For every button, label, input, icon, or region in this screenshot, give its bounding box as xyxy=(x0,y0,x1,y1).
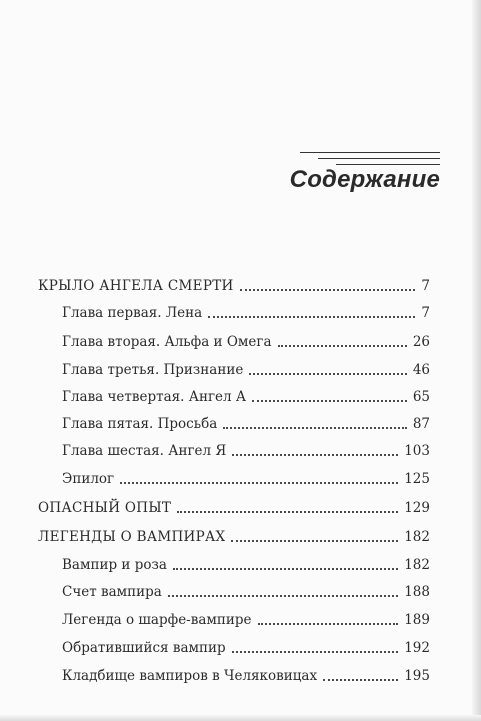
toc-leader xyxy=(177,511,398,513)
toc-leader xyxy=(232,651,399,653)
toc-entry-title: Эпилог xyxy=(62,471,115,487)
toc-leader xyxy=(258,623,399,625)
toc-entry-title: ОПАСНЫЙ ОПЫТ xyxy=(38,500,172,516)
toc-entry-page: 26 xyxy=(412,334,430,350)
toc-entry-title: Вампир и роза xyxy=(62,557,167,573)
toc-leader xyxy=(240,289,416,291)
toc-leader xyxy=(120,482,398,484)
toc-entry-page: 7 xyxy=(421,305,430,321)
toc-leader xyxy=(223,427,407,429)
toc-entry-page: 125 xyxy=(404,471,430,487)
toc-entry xyxy=(62,332,430,352)
toc-entry-title: Обратившийся вампир xyxy=(62,640,226,656)
toc-entry xyxy=(62,441,430,461)
toc-entry xyxy=(62,638,430,658)
toc-leader xyxy=(252,400,407,402)
toc-leader xyxy=(168,595,398,597)
toc-entry-title: Кладбище вампиров в Челяковицах xyxy=(62,668,318,684)
toc-entry xyxy=(62,414,430,434)
toc-leader xyxy=(232,454,398,456)
toc-entry-title: КРЫЛО АНГЕЛА СМЕРТИ xyxy=(38,278,234,294)
toc-leader xyxy=(173,568,398,570)
toc-entry-page: 192 xyxy=(404,640,430,656)
toc-entry xyxy=(62,555,430,575)
toc-entry-page: 189 xyxy=(404,612,430,628)
toc-leader xyxy=(323,679,398,681)
toc-entry-title: Легенда о шарфе-вампире xyxy=(62,612,252,628)
toc-entry-page: 182 xyxy=(404,557,430,573)
toc-entry xyxy=(38,527,430,547)
toc-entry xyxy=(62,666,430,686)
toc-entry xyxy=(62,360,430,380)
toc-entry-page: 103 xyxy=(404,443,430,459)
toc-entry xyxy=(62,303,430,323)
toc-entry-title: Счет вампира xyxy=(62,584,162,600)
toc-entry-title: Глава четвертая. Ангел А xyxy=(62,389,247,405)
toc-entry xyxy=(62,469,430,489)
toc-entry-title: Глава пятая. Просьба xyxy=(62,416,218,432)
toc-entry-page: 195 xyxy=(404,668,430,684)
toc-entry xyxy=(38,498,430,518)
toc-entry xyxy=(38,276,430,296)
toc-entry-page: 87 xyxy=(412,416,430,432)
toc-entry-title: Глава шестая. Ангел Я xyxy=(62,443,227,459)
toc-entry-page: 182 xyxy=(404,529,430,545)
decorative-rule xyxy=(318,158,440,159)
decorative-rule xyxy=(300,152,440,153)
toc-leader xyxy=(231,540,398,542)
toc-entry xyxy=(62,610,430,630)
toc-entry xyxy=(62,582,430,602)
toc-entry-title: Глава первая. Лена xyxy=(62,305,203,321)
toc-entry-page: 7 xyxy=(421,278,430,294)
toc-entry-page: 188 xyxy=(404,584,430,600)
page-edge-right xyxy=(472,0,481,721)
toc-leader xyxy=(208,316,415,318)
toc-entry-title: ЛЕГЕНДЫ О ВАМПИРАХ xyxy=(38,529,226,545)
toc-entry xyxy=(62,387,430,407)
toc-entry-title: Глава третья. Признание xyxy=(62,362,244,378)
toc-entry-page: 129 xyxy=(404,500,430,516)
toc-entry-title: Глава вторая. Альфа и Омега xyxy=(62,334,272,350)
toc-leader xyxy=(249,373,406,375)
page-edge-bottom xyxy=(0,715,481,721)
toc-entry-page: 65 xyxy=(412,389,430,405)
toc-entry-page: 46 xyxy=(412,362,430,378)
page-title: Содержание xyxy=(289,166,440,193)
toc-leader xyxy=(278,345,407,347)
